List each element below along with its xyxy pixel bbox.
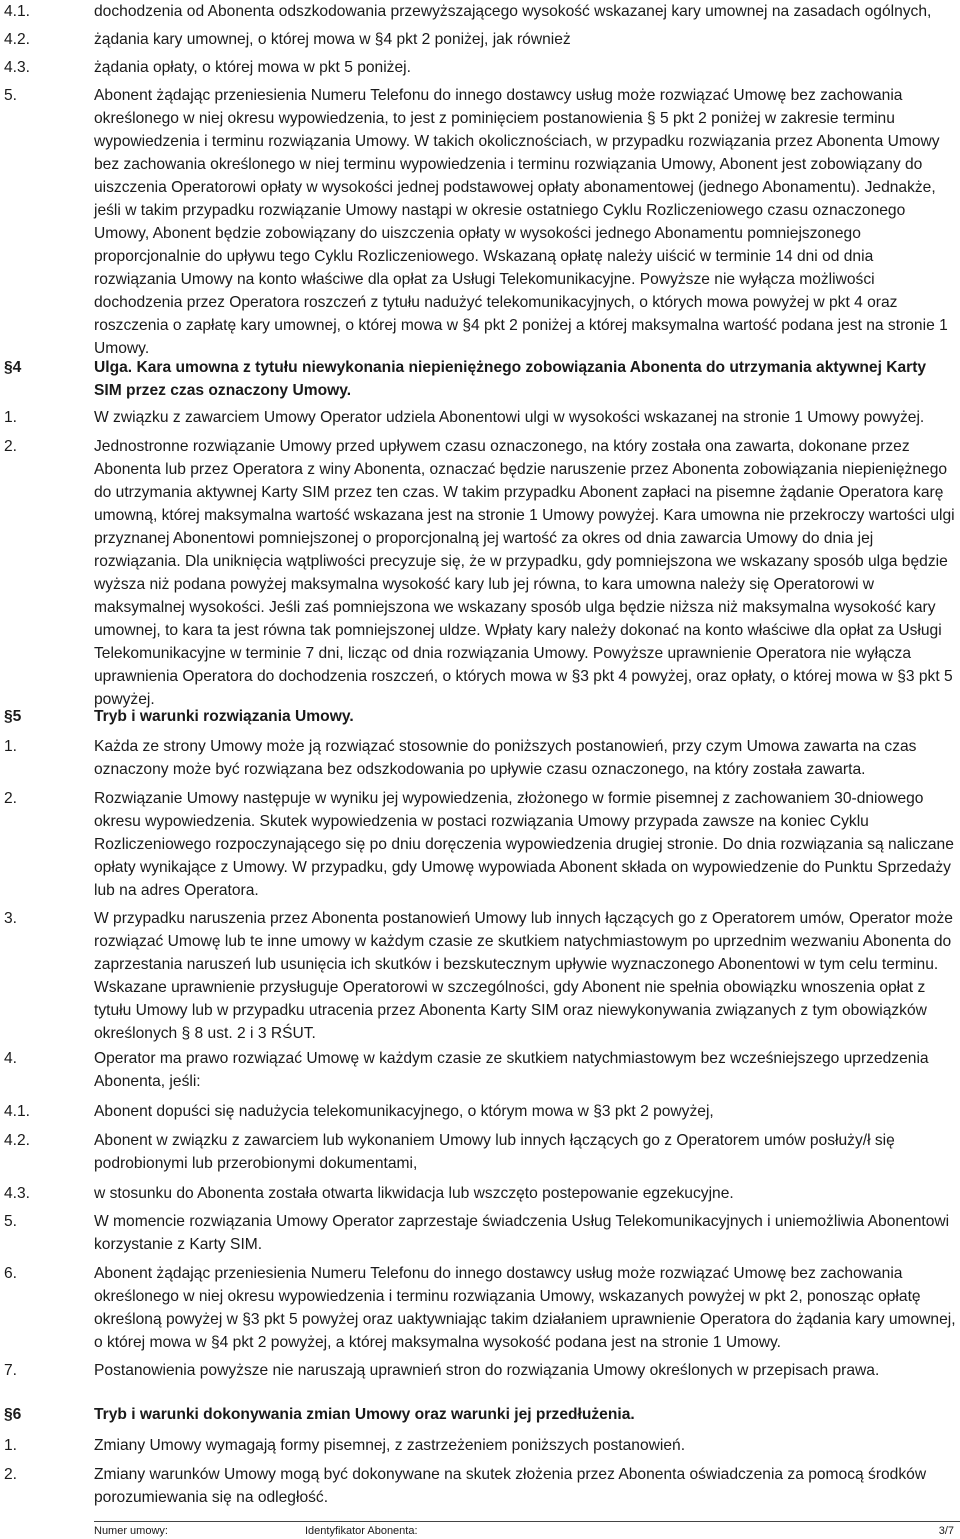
item-text: Zmiany Umowy wymagają formy pisemnej, z zastrzeżeniem poniższych postanowień. [94,1437,686,1454]
item-number: 4.1. [4,3,31,20]
page-number: 3/7 [938,1525,954,1537]
item-text: Abonent dopuści się nadużycia telekomunikacyjnego, o którym mowa w §3 pkt 2 powyżej, [94,1103,714,1120]
item-text: Jednostronne rozwiązanie Umowy przed upływem czasu oznaczonego, na który została ona zawarta, dokonane przez Abonenta lub przez Operatora z winy Abonenta, oznaczać będzie naruszenie przez Abonenta zobowiązania niepieniężnego do utrzymania aktywnej Karty SIM przez ten czas. W takim przypadku Abonent zapłaci na pisemne żądanie Operatora karę umowną, której maksymalna wartość wskazana jest na stronie 1 Umowy powyżej. Kara umowna nie przekroczy wartości ulgi przyznanej Abonentowi pomniejszonej o proporcjonalną jej wartość za okres od dnia zawarcia Umowy do dnia jej rozwiązania. Dla uniknięcia wątpliwości precyzuje się, że w przypadku, gdy pomniejszona we wskazany sposób ulga będzie wyższa niż podana powyżej maksymalna wysokość kary lub jej równa, to kara umowna należy się Operatorowi w maksymalnej wysokości. Jeśli zaś pomniejszona we wskazany sposób ulga będzie niższa niż maksymalna wysokość kary umownej, to kara ta jest równa tak pomniejszonej uldze. Wpłaty kary należy dokonać na konto właściwe dla opłat za Usługi Telekomunikacyjne w terminie 7 dni, licząc od dnia rozwiązania Umowy. Powyższe uprawnienie Operatora nie wyłącza uprawnienia Operatora do dochodzenia roszczeń, o których mowa w §3 pkt 4 powyżej, oraz opłaty, o której mowa w §3 pkt 5 powyżej. [94,438,955,708]
item-number: 4.3. [4,59,31,76]
item-number: 5. [4,1213,18,1230]
subscriber-id-label: Identyfikator Abonenta: [305,1525,418,1537]
section-title: Tryb i warunki rozwiązania Umowy. [94,708,354,725]
section-number: §4 [4,359,22,376]
item-number: 6. [4,1265,18,1282]
item-number: 1. [4,409,18,426]
item-text: Abonent żądając przeniesienia Numeru Telefonu do innego dostawcy usług może rozwiązać Umowę bez zachowania określonego w niej okresu wypowiedzenia i terminu rozwiązania Umowy, wskazanych powyżej w pkt 2, ponosząc opłatę określoną powyżej w §3 pkt 5 powyżej oraz uaktywniając takim działaniem uprawnienie Operatora do żądania kary umownej, o której mowa w §4 pkt 2 powyżej, a której maksymalna wysokość podana jest na stronie 1 Umowy. [94,1265,956,1351]
item-number: 1. [4,738,18,755]
item-text: w stosunku do Abonenta została otwarta likwidacja lub wszczęto postepowanie egzekucyjne. [94,1185,734,1202]
item-text: Abonent w związku z zawarciem lub wykonaniem Umowy lub innych łączących go z Operatorem umów posłuży/ł się podrobionymi lub przerobionymi dokumentami, [94,1132,895,1172]
item-number: 7. [4,1362,18,1379]
item-number: 4.1. [4,1103,31,1120]
item-text: Abonent żądając przeniesienia Numeru Telefonu do innego dostawcy usług może rozwiązać Umowę bez zachowania określonego w niej okresu wypowiedzenia, to jest z pominięciem postanowienia § 5 pkt 2 poniżej w zakresie terminu wypowiedzenia i terminu rozwiązania Umowy. W takich okolicznościach, w przypadku rozwiązania przez Abonenta Umowy bez zachowania określonego w niej terminu wypowiedzenia i terminu rozwiązania Umowy, Abonent jest zobowiązany do uiszczenia Operatorowi opłaty w wysokości jednej podstawowej opłaty abonamentowej (jednego Abonamentu). Jednakże, jeśli w takim przypadku rozwiązanie Umowy nastąpi w okresie ostatniego Cyklu Rozliczeniowego czasu oznaczonego Umowy, Abonent będzie zobowiązany do uiszczenia opłaty w wysokości jednego Abonamentu pomniejszonego proporcjonalnie do upływu tego Cyklu Rozliczeniowego. Wskazaną opłatę należy uiścić w terminie 14 dni od dnia rozwiązania Umowy na konto właściwe dla opłat za Usługi Telekomunikacyjne. Powyższe nie wyłącza możliwości dochodzenia przez Operatora roszczeń z tytułu nadużyć telekomunikacyjnych, o których mowa powyżej w pkt 4 oraz roszczenia o zapłatę kary umownej, o której mowa w §4 pkt 2 poniżej a której maksymalna wartość podana jest na stronie 1 Umowy. [94,87,948,357]
item-number: 4.2. [4,31,31,48]
item-text: Operator ma prawo rozwiązać Umowę w każdym czasie ze skutkiem natychmiastowym bez wcześniejszego uprzedzenia Abonenta, jeśli: [94,1050,929,1090]
item-text: Każda ze strony Umowy może ją rozwiązać stosownie do poniższych postanowień, przy czym Umowa zawarta na czas oznaczony może być rozwiązana bez odszkodowania po upływie czasu oznaczonego, na który została zawarta. [94,738,917,778]
section-title: Ulga. Kara umowna z tytułu niewykonania niepieniężnego zobowiązania Abonenta do utrzymania aktywnej Karty SIM przez czas oznaczony Umowy. [94,359,927,399]
item-text: Postanowienia powyższe nie naruszają uprawnień stron do rozwiązania Umowy określonych w przepisach prawa. [94,1362,880,1379]
item-number: 2. [4,790,18,807]
item-text: W momencie rozwiązania Umowy Operator zaprzestaje świadczenia Usług Telekomunikacyjnych i uniemożliwia Abonentowi korzystanie z Karty SIM. [94,1213,950,1253]
section-title: Tryb i warunki dokonywania zmian Umowy oraz warunki jej przedłużenia. [94,1406,635,1423]
item-number: 5. [4,87,18,104]
item-text: dochodzenia od Abonenta odszkodowania przewyższającego wysokość wskazanej kary umownej na zasadach ogólnych, [94,3,932,20]
item-number: 2. [4,438,18,455]
section-number: §6 [4,1406,22,1423]
item-number: 4.3. [4,1185,31,1202]
item-text: W związku z zawarciem Umowy Operator udziela Abonentowi ulgi w wysokości wskazanej na stronie 1 Umowy powyżej. [94,409,925,426]
item-text: żądania opłaty, o której mowa w pkt 5 poniżej. [94,59,411,76]
item-number: 4.2. [4,1132,31,1149]
item-text: Zmiany warunków Umowy mogą być dokonywane na skutek złożenia przez Abonenta oświadczenia za pomocą środków porozumiewania się na odległość. [94,1466,927,1506]
item-text: żądania kary umownej, o której mowa w §4 pkt 2 poniżej, jak również [94,31,571,48]
item-number: 4. [4,1050,18,1067]
contract-number-label: Numer umowy: [94,1525,168,1537]
item-text: Rozwiązanie Umowy następuje w wyniku jej wypowiedzenia, złożonego w formie pisemnej z zachowaniem 30-dniowego okresu wypowiedzenia. Skutek wypowiedzenia w postaci rozwiązania Umowy przypada zawsze na koniec Cyklu Rozliczeniowego rozpoczynającego się po dniu doręczenia wypowiedzenia drugiej stronie. Do dnia rozwiązania są naliczane opłaty wynikające z Umowy. W przypadku, gdy Umowę wypowiada Abonent składa on wypowiedzenie do Punktu Sprzedaży lub na adres Operatora. [94,790,954,899]
item-number: 2. [4,1466,18,1483]
item-text: W przypadku naruszenia przez Abonenta postanowień Umowy lub innych łączących go z Operatorem umów, Operator może rozwiązać Umowę lub te inne umowy w każdym czasie ze skutkiem natychmiastowym po uprzednim wezwaniu Abonenta do zaprzestania naruszeń lub usunięcia ich skutków i bezskutecznym upływie wyznaczonego Abonentowi w tym celu terminu. Wskazane uprawnienie przysługuje Operatorowi w szczególności, gdy Abonent nie spełnia obowiązku wnoszenia opłat z tytułu Umowy lub w przypadku utracenia przez Abonenta Karty SIM oraz niewykonywania związanych z tym obowiązków określonych § 8 ust. 2 i 3 RŚUT. [94,910,953,1042]
item-number: 3. [4,910,18,927]
footer-divider [94,1521,960,1522]
section-number: §5 [4,708,22,725]
item-number: 1. [4,1437,18,1454]
